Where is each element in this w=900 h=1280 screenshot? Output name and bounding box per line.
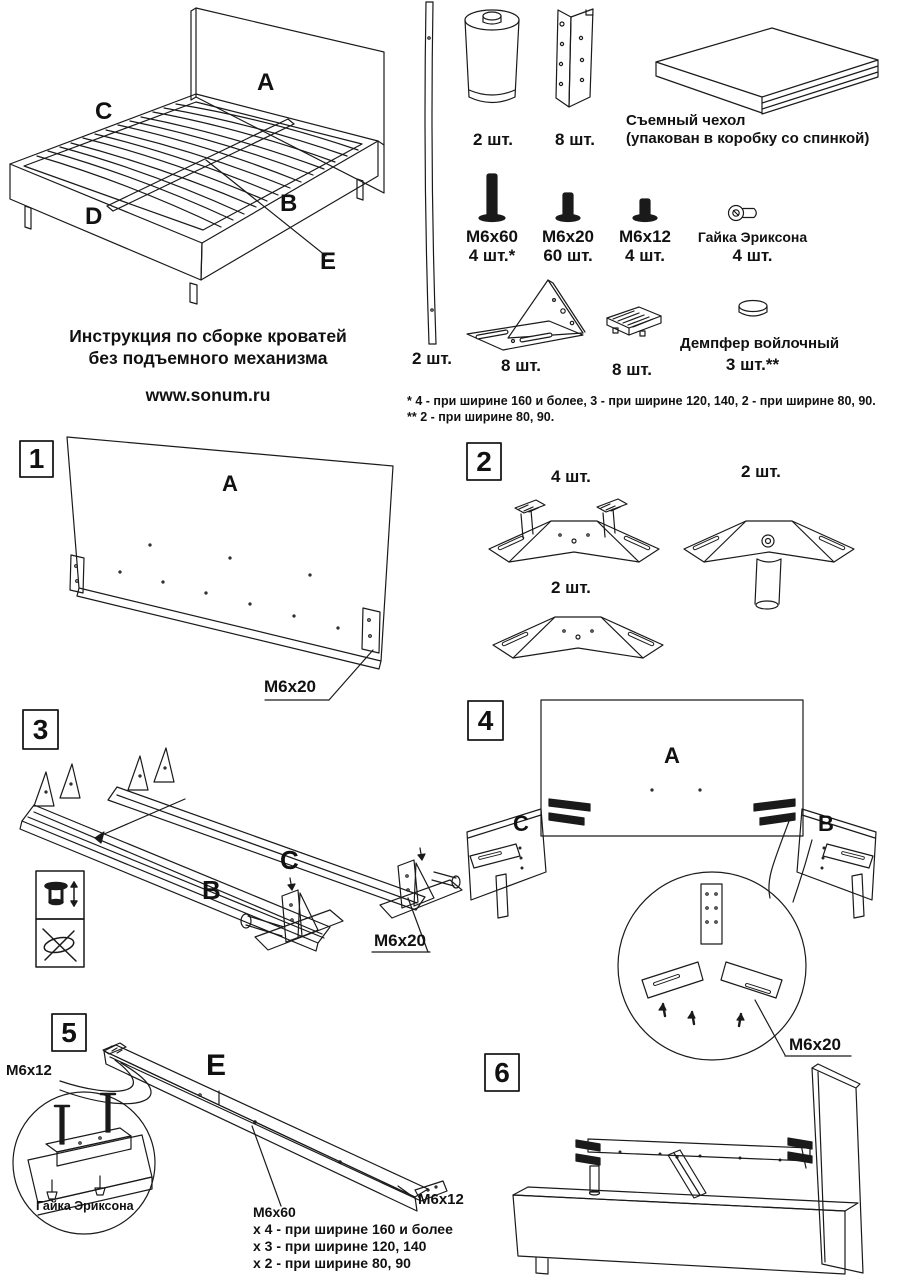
step5-note-3: x 2 - при ширине 80, 90 [253,1255,411,1271]
bolt-m6x20-drawing [556,193,580,222]
step3-number: 3 [32,714,49,745]
damper-qty: 3 шт.** [725,355,780,374]
website-url: www.sonum.ru [145,385,271,405]
step3-label-b: B [202,875,221,905]
step-number-boxes [20,441,519,1091]
angle-bracket-qty: 8 шт. [555,130,595,149]
leg-qty: 2 шт. [473,130,513,149]
slat-part-drawing [425,2,436,344]
step1-number: 1 [28,443,45,474]
step3-bolt-label: M6x20 [374,931,426,950]
slat-holder-qty: 8 шт. [612,360,652,379]
step5-bolt-right-label: M6x12 [418,1191,464,1208]
step6-frame-drawing [513,1064,863,1274]
m6x12-name: M6x12 [619,227,671,246]
damper-name: Демпфер войлочный [680,335,840,352]
slat-qty: 2 шт. [412,349,452,368]
erikson-name: Гайка Эриксона [697,229,808,245]
step4-label-b: B [818,811,834,836]
leg-part-drawing [465,10,519,103]
step5-number: 5 [61,1017,77,1048]
step4-label-c: C [513,811,529,836]
overview-label-b: B [280,190,298,217]
step5-note-2: x 3 - при ширине 120, 140 [253,1238,427,1254]
step2-qty-bottom: 2 шт. [551,578,591,597]
step5-note-1: x 4 - при ширине 160 и более [253,1221,453,1237]
bolt-m6x12-drawing [633,199,657,222]
slat-holder-part-drawing [607,307,661,336]
step5-label-e: E [206,1049,227,1082]
step2-number: 2 [476,446,492,477]
step2-qty-top: 4 шт. [551,467,591,486]
doc-title-line1: Инструкция по сборке кроватей [69,326,347,346]
flat-bracket-qty: 8 шт. [501,356,541,375]
overview-label-c: C [95,98,113,125]
cover-part-drawing [656,28,878,114]
m6x20-qty: 60 шт. [543,246,593,265]
cover-note: (упакован в коробку со спинкой) [626,130,870,147]
step2-bracket-right-drawing [684,521,854,609]
m6x60-qty: 4 шт.* [468,246,516,265]
bolt-m6x60-drawing [479,174,505,222]
felt-damper-part-drawing [739,301,767,317]
erikson-nut-drawing [729,206,757,221]
m6x60-name: M6x60 [466,227,518,246]
flat-bracket-part-drawing [467,280,585,350]
step4-label-a: A [664,743,680,768]
overview-label-a: A [257,69,275,96]
m6x12-qty: 4 шт. [625,246,665,265]
step6-number: 6 [494,1057,510,1088]
step5-nut-label: Гайка Эриксона [36,1199,134,1213]
step3-rails-drawing [20,748,462,952]
step5-bolt-left-label: M6x12 [6,1062,52,1079]
angle-bracket-part-drawing [556,9,593,107]
prohibited-icon [43,929,76,961]
erikson-qty: 4 шт. [732,246,773,265]
overview-label-d: D [85,203,103,230]
cover-name: Съемный чехол [626,112,746,129]
step2-qty-right: 2 шт. [741,462,781,481]
step1-bolt-label: M6x20 [264,677,316,696]
m6x20-name: M6x20 [542,227,594,246]
footnote-2: ** 2 - при ширине 80, 90. [407,410,555,424]
step5-m6x60-label: M6x60 [253,1204,296,1220]
screw-leg-icon [45,882,77,906]
step2-bracket-top-drawing [489,499,659,562]
step3-icon-boxes [36,871,84,967]
footnote-1: * 4 - при ширине 160 и более, 3 - при ширине 120, 140, 2 - при ширине 80, 90. [407,394,876,408]
step3-label-c: C [280,845,299,875]
step1-label-a: A [222,471,238,496]
doc-title-line2: без подъемного механизма [88,348,328,368]
step4-bolt-label: M6x20 [789,1035,841,1054]
overview-label-e: E [320,248,337,275]
step4-number: 4 [477,705,494,736]
step2-bracket-bottom-drawing [493,617,663,658]
